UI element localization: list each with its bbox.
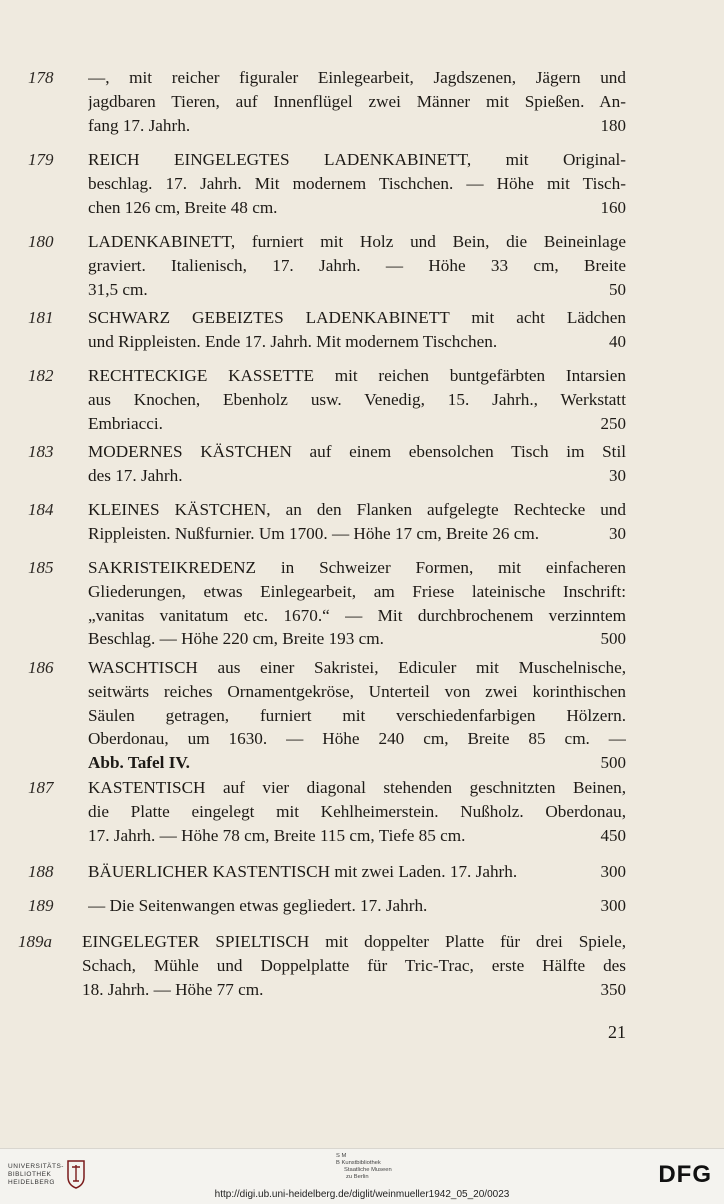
entry-price: 30 [609,523,626,543]
entry-number: 184 [28,500,54,519]
entry-price: 500 [600,753,626,773]
entry-text-line: SAKRISTEIKREDENZ in Schweizer Formen, mit einfacheren [88,558,626,577]
entry-text-line: Gliederungen, etwas Einlegearbeit, am Friese lateinische Inschrift: [88,581,626,601]
entry-text-line: Schach, Mühle und Doppelplatte für Tric-Trac, erste Hälfte des [82,955,626,975]
entry-price: 300 [600,896,626,915]
entry-text-line: Rippleisten. Nußfurnier. Um 1700. — Höhe 17 cm, Breite 26 cm. [88,523,540,543]
entry-number: 189 [28,896,54,915]
entry-number: 186 [28,658,54,677]
entry-text-line: BÄUERLICHER KASTENTISCH mit zwei Laden. 17. Jahrh. [88,862,518,881]
entry-text-line: 17. Jahrh. — Höhe 78 cm, Breite 115 cm, Tiefe 85 cm. [88,825,466,845]
entry-text-line: chen 126 cm, Breite 48 cm. [88,197,278,217]
entry-price: 30 [609,465,626,485]
entry-number: 180 [28,232,54,251]
museum-stamp: S M B Kunstbibliothek Staatliche Museen zu Berlin [336,1153,392,1180]
entry-text-line: REICH EINGELEGTES LADENKABINETT, mit Original- [88,150,626,169]
entry-text-line: des 17. Jahrh. [88,465,183,485]
entry-text-line: „vanitas vanitatum etc. 1670.“ — Mit durchbrochenem verzinntem [88,605,626,625]
entry-text-line: Beschlag. — Höhe 220 cm, Breite 193 cm. [88,629,384,649]
entry-text-line: 31,5 cm. [88,279,148,299]
entry-text-line: graviert. Italienisch, 17. Jahrh. — Höhe 33 cm, Breite [88,255,626,275]
entry-text-line: seitwärts reiches Ornamentgekröse, Unterteil von zwei korinthischen [88,681,626,701]
entry-price: 40 [609,331,626,351]
entry-number: 183 [28,442,54,461]
entry-text-line: die Platte eingelegt mit Kehlheimerstein. Nußholz. Oberdonau, [88,801,626,821]
entry-text-line: jagdbaren Tieren, auf Innenflügel zwei Männer mit Spießen. An- [88,91,626,111]
entry-price: 250 [600,413,626,433]
entry-number: 188 [28,862,54,881]
entry-price: 180 [600,115,626,135]
entry-number: 187 [28,778,54,797]
dfg-logo: DFG [658,1161,712,1188]
entry-text-line: aus Knochen, Ebenholz usw. Venedig, 15. Jahrh., Werkstatt [88,389,626,409]
entry-text-line: fang 17. Jahrh. [88,115,191,135]
entry-text-line: Embriacci. [88,413,163,433]
entry-price: 300 [600,862,626,881]
entry-text-line: 18. Jahrh. — Höhe 77 cm. [82,979,264,999]
entry-text-line: KASTENTISCH auf vier diagonal stehenden geschnitzten Beinen, [88,778,626,797]
digitization-footer [0,1148,724,1204]
entry-text-line: Abb. Tafel IV. [88,753,190,773]
entry-text-line: —, mit reicher figuraler Einlegearbeit, Jagdszenen, Jägern und [88,68,626,87]
entry-price: 350 [600,979,626,999]
entry-text-line: Säulen getragen, furniert mit verschiedenfarbigen Hölzern. [88,705,626,725]
entry-text-line: WASCHTISCH aus einer Sakristei, Ediculer mit Muschelnische, [88,658,626,677]
entry-number: 189a [18,932,52,951]
entry-text-line: beschlag. 17. Jahrh. Mit modernem Tischchen. — Höhe mit Tisch- [88,173,626,193]
entry-price: 450 [600,825,626,845]
entry-text-line: — Die Seitenwangen etwas gegliedert. 17. Jahrh. [88,896,428,915]
entry-text-line: und Rippleisten. Ende 17. Jahrh. Mit modernem Tischchen. [88,331,498,351]
entry-text-line: Oberdonau, um 1630. — Höhe 240 cm, Breite 85 cm. — [88,729,626,749]
source-url[interactable]: http://digi.ub.uni-heidelberg.de/diglit/weinmueller1942_05_20/0023 [214,1189,510,1200]
entry-text-line: RECHTECKIGE KASSETTE mit reichen buntgefärbten Intarsien [88,366,626,385]
entry-number: 178 [28,68,54,87]
entry-price: 50 [609,279,626,299]
university-library-label: UNIVERSITÄTS- BIBLIOTHEK HEIDELBERG [8,1163,64,1186]
entry-text-line: MODERNES KÄSTCHEN auf einem ebensolchen Tisch im Stil [88,442,626,461]
page-number: 21 [608,1022,626,1042]
entry-number: 181 [28,308,54,327]
entry-text-line: LADENKABINETT, furniert mit Holz und Bein, die Beineinlage [88,232,626,251]
university-seal-icon [64,1159,88,1189]
entry-text-line: KLEINES KÄSTCHEN, an den Flanken aufgelegte Rechtecke und [88,500,626,519]
entry-number: 185 [28,558,54,577]
entry-number: 182 [28,366,54,385]
entry-text-line: EINGELEGTER SPIELTISCH mit doppelter Platte für drei Spiele, [82,932,626,951]
entry-price: 500 [600,629,626,649]
entry-price: 160 [600,197,626,217]
entry-text-line: SCHWARZ GEBEIZTES LADENKABINETT mit acht Lädchen [88,308,626,327]
entry-number: 179 [28,150,54,169]
